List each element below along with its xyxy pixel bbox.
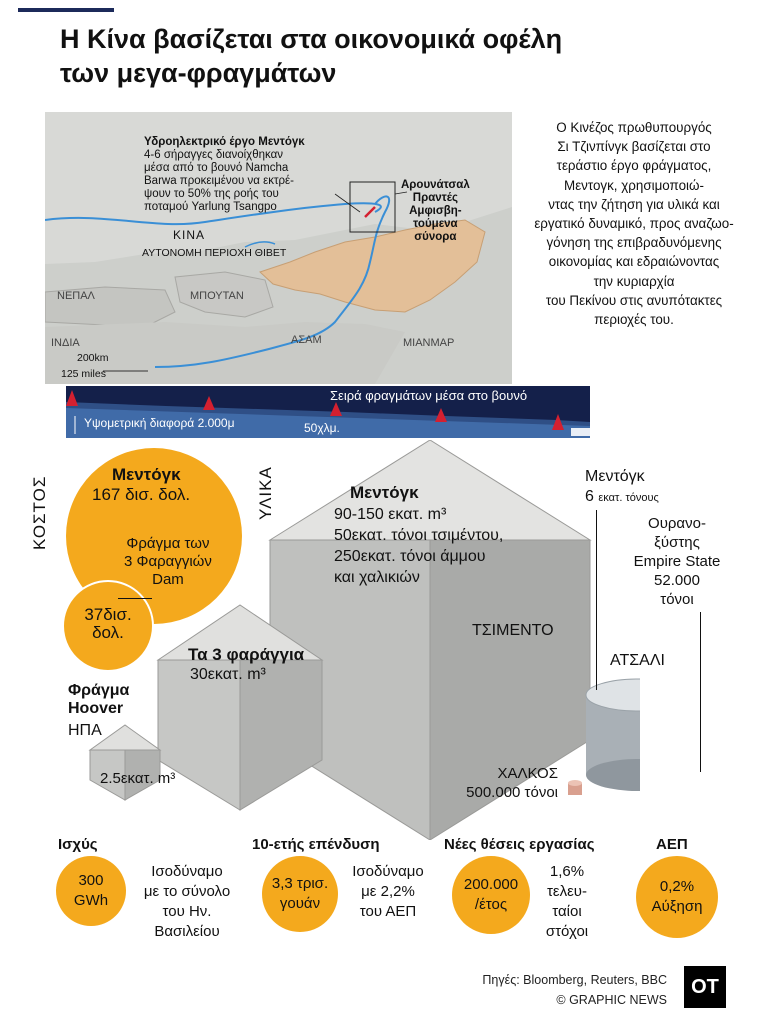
stat-gdp-heading: ΑΕΠ <box>656 836 688 853</box>
stat-jobs-text: 1,6% τελευ- ταίοι στόχοι <box>545 863 589 940</box>
steel-label: ΑΤΣΑΛΙ <box>610 652 665 669</box>
three-gorges-cost-label: Φράγμα των 3 Φαραγγιών Dam <box>124 535 212 588</box>
stat-power-heading: Ισχύς <box>58 836 98 853</box>
cement-label: ΤΣΙΜΕΝΤΟ <box>472 622 554 639</box>
label-china: ΚΙΝΑ <box>173 228 206 242</box>
steel-medog-pointer <box>596 510 597 690</box>
stat-gdp-circle: 0,2% Αύξηση <box>636 856 718 938</box>
brand-logo: OT <box>684 966 726 1008</box>
profile-distance: 50χλμ. <box>304 421 340 435</box>
label-bhutan: ΜΠΟΥΤΑΝ <box>190 290 244 302</box>
empire-state-label: Ουρανο- ξύστης Empire State 52.000 τόνοι <box>633 515 721 608</box>
label-nepal: ΝΕΠΑΛ <box>57 290 95 302</box>
stat-investment-heading: 10-ετής επένδυση <box>252 836 380 853</box>
stat-power-circle: 300 GWh <box>56 856 126 926</box>
medog-materials-name: Μεντόγκ <box>350 483 419 502</box>
cost-axis-label: ΚΟΣΤΟΣ <box>30 475 49 550</box>
label-myanmar: ΜΙΑΝΜΑΡ <box>403 337 455 349</box>
stat-investment-circle: 3,3 τρισ. γουάν <box>262 856 338 932</box>
sources: Πηγές: Bloomberg, Reuters, BBC © GRAPHIC NEWS <box>482 973 667 1007</box>
steel-medog-name: Μεντόγκ <box>585 468 645 485</box>
arunachal-label: Αρουνάτσαλ Πραντές Αμφισβη- τούμενα σύνορα <box>401 179 470 243</box>
three-gorges-materials-name: Τα 3 φαράγγια <box>188 645 305 664</box>
hoover-country: ΗΠΑ <box>68 722 102 739</box>
profile-end <box>571 428 590 436</box>
profile-label: Σειρά φραγμάτων μέσα στο βουνό <box>330 388 528 403</box>
stat-jobs-circle: 200.000 /έτος <box>452 856 530 934</box>
copper-cylinder-top <box>568 780 582 786</box>
scale-km: 200km <box>77 352 109 364</box>
medog-materials-details: 90-150 εκατ. m³ 50εκατ. τόνοι τσιμέντου, 250εκατ. τόνοι άμμου και χαλικιών <box>334 506 504 586</box>
empire-pointer <box>700 612 701 772</box>
label-india: ΙΝΔΙΑ <box>51 337 80 349</box>
label-assam: ΑΣΑΜ <box>291 334 322 346</box>
three-gorges-cost-value: 37δισ. δολ. <box>84 605 132 642</box>
stat-power-text: Ισοδύναμο με το σύνολο του Ην. Βασιλείου <box>143 863 231 940</box>
region-map <box>45 112 512 384</box>
profile-elevation: Υψομετρική διαφορά 2.000μ <box>84 416 235 430</box>
materials-axis-label: ΥΛΙΚΑ <box>256 466 275 520</box>
hoover-label: Φράγμα Hoover <box>68 682 130 717</box>
medog-cost-value: 167 δισ. δολ. <box>92 485 191 504</box>
project-callout: Υδροηλεκτρικό έργο Μεντόγκ 4-6 σήραγγες διανοίχθηκαν μέσα από το βουνό Namcha Barwa προκειμένου να εκτρέ- ψουν το 50% της ροής του ποταμού Yarlung Tsangpo <box>144 136 305 213</box>
hoover-materials-value: 2.5εκατ. m³ <box>100 770 176 787</box>
label-tibet: ΑΥΤΟΝΟΜΗ ΠΕΡΙΟΧΗ ΘΙΒΕΤ <box>142 247 287 259</box>
copper-label: ΧΑΛΚΟΣ 500.000 τόνοι <box>466 765 558 801</box>
stat-jobs-heading: Νέες θέσεις εργασίας <box>444 836 595 853</box>
three-gorges-materials-value: 30εκατ. m³ <box>190 666 266 683</box>
steel-medog-value: 6 εκατ. τόνους <box>585 488 659 505</box>
intro-text: Ο Κινέζος πρωθυπουργός Σι Τζινπίνγκ βασίζεται στο τεράστιο έργο φράγματος, Μεντογκ, χρησιμοποιώ- ντας την ζήτηση για υλικά και εργατικό δυναμικό, προς αναζωο- γόνηση της επιβραδυνόμενης οικονομίας και εδραιώνοντας την κυριαρχία του Πεκίνου στις ανυπότακτες περιοχές του. <box>534 120 734 328</box>
stat-investment-text: Ισοδύναμο με 2,2% του ΑΕΠ <box>352 863 424 920</box>
top-accent-bar <box>18 8 114 12</box>
scale-miles: 125 miles <box>61 368 106 380</box>
page-title: Η Κίνα βασίζεται στα οικονομικά οφέλη των μεγα-φραγμάτων <box>60 24 563 88</box>
medog-cost-name: Μεντόγκ <box>112 465 181 484</box>
